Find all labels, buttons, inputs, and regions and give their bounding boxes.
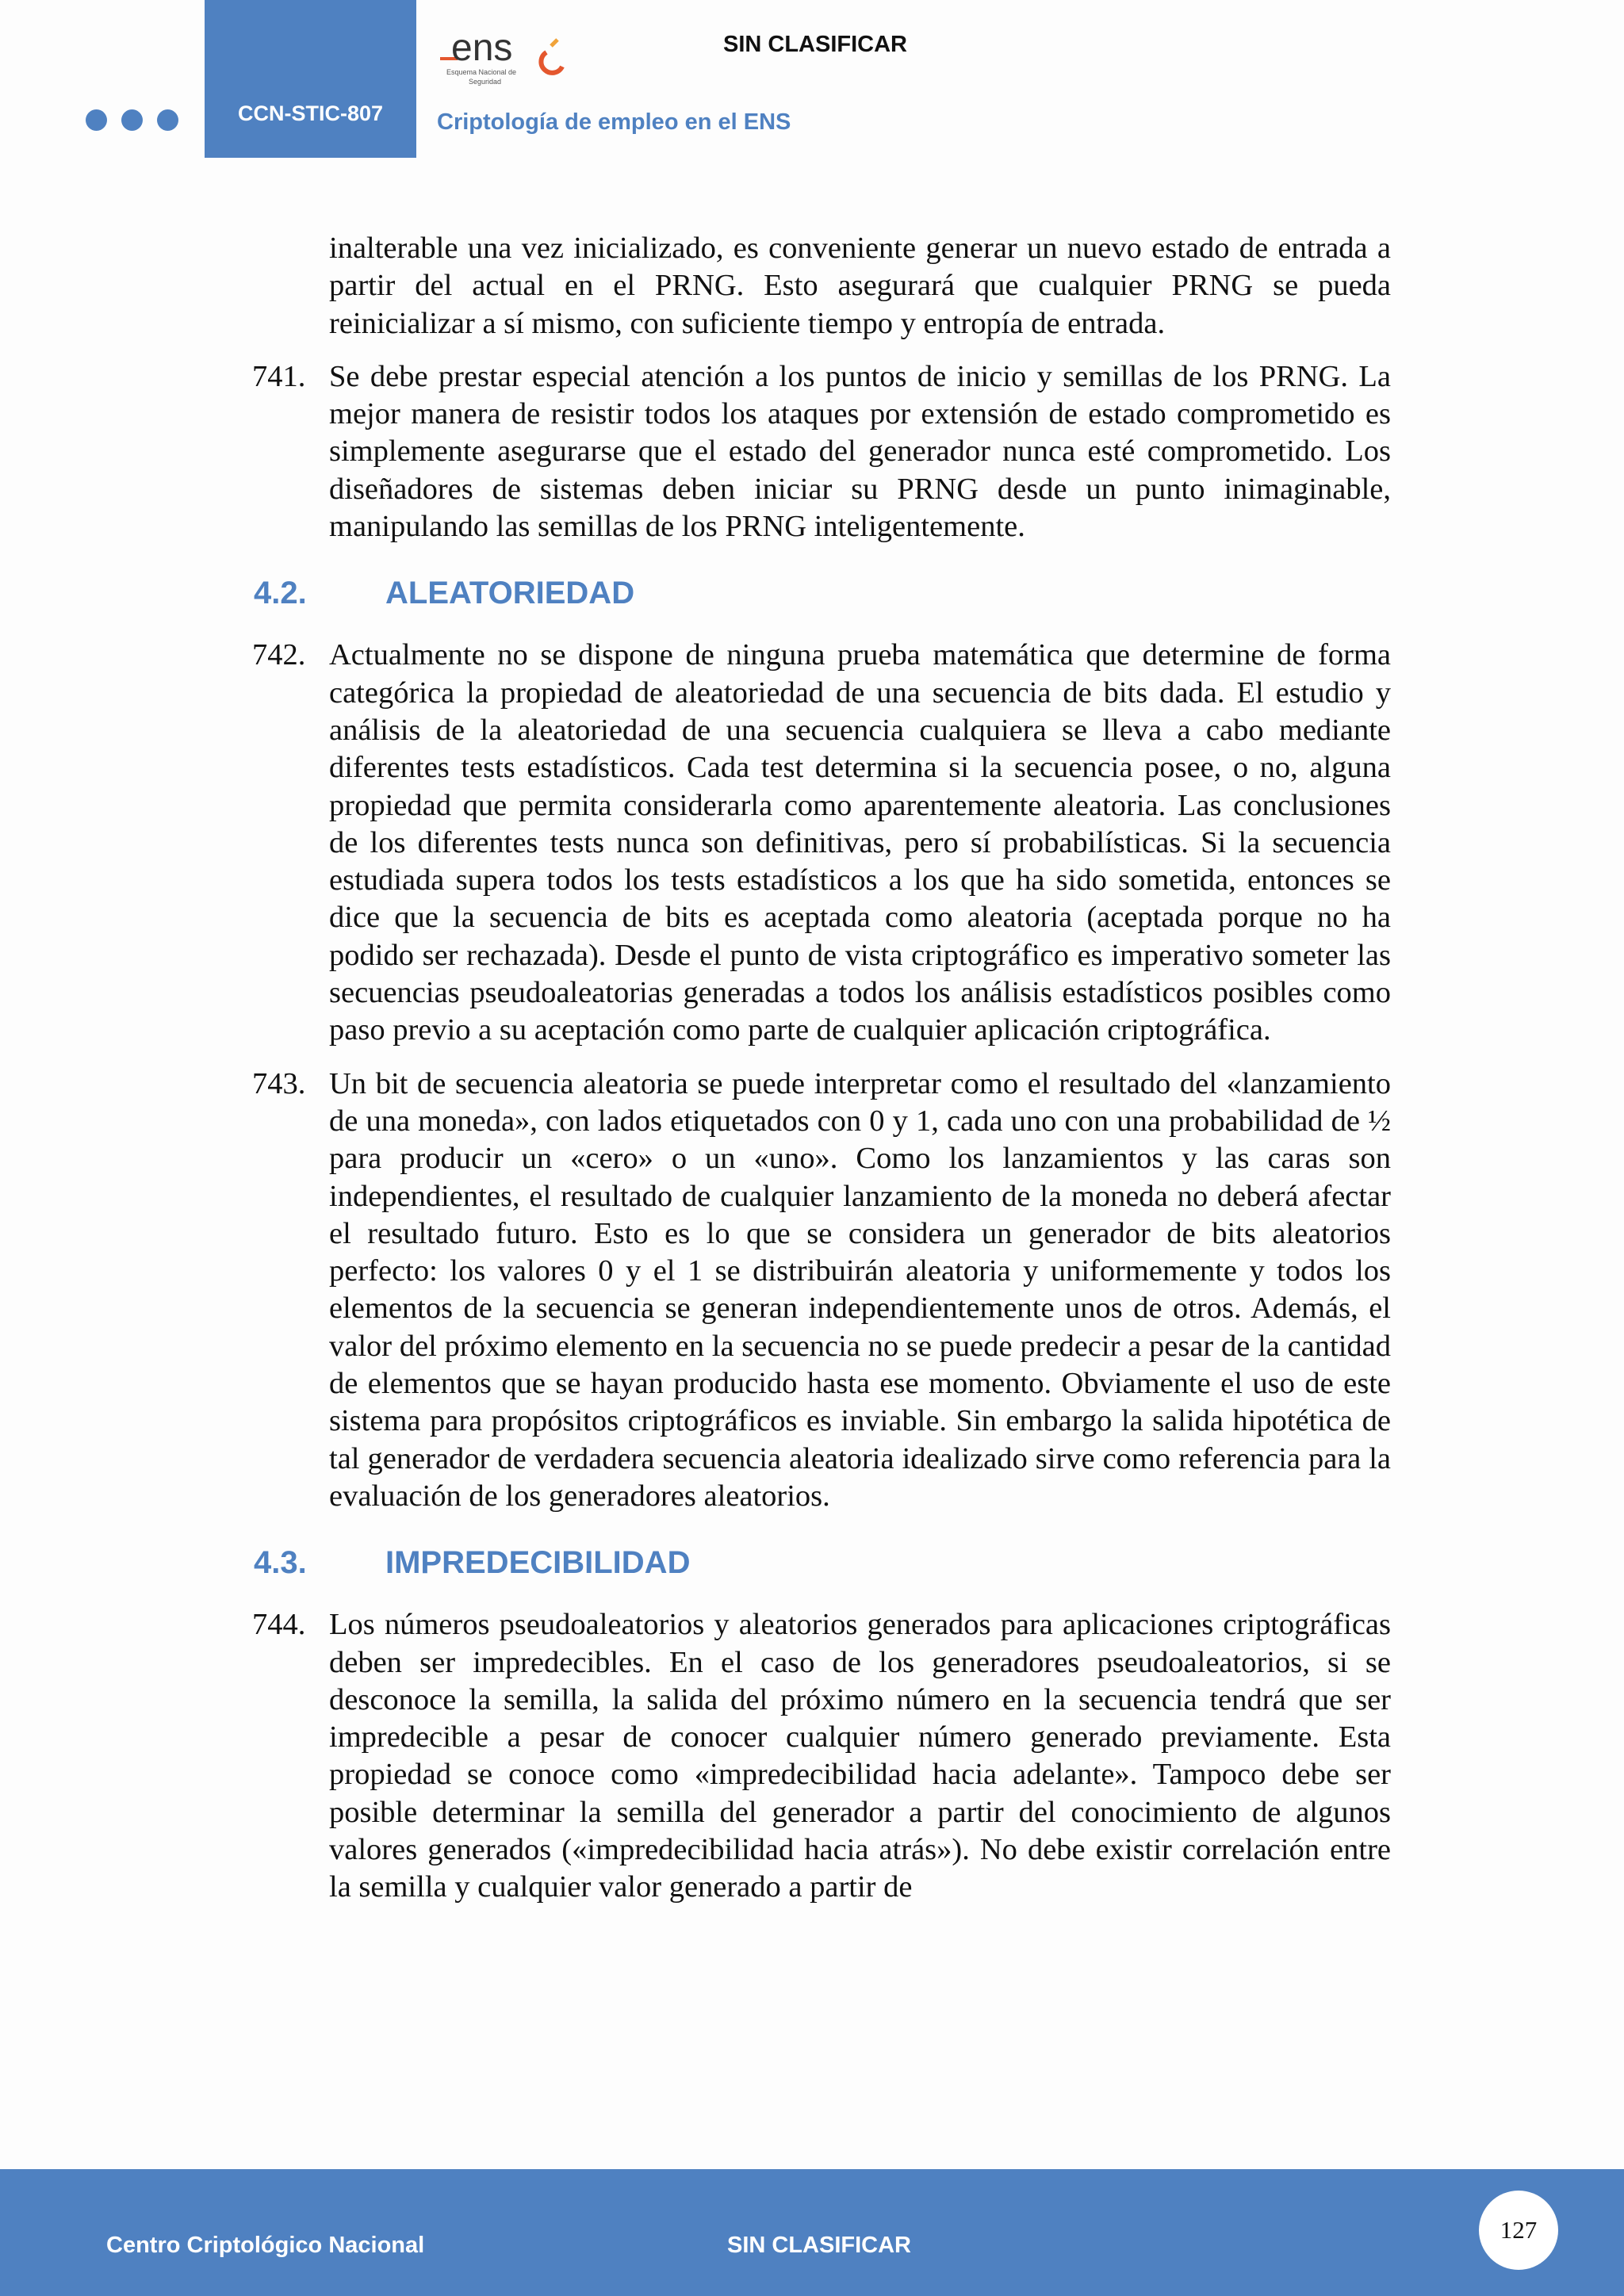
dot-3 (157, 109, 178, 131)
page-footer (0, 2169, 1624, 2296)
paragraph-continuation: inalterable una vez inicializado, es conveniente generar un nuevo estado de entrada a partir del actual en el PRNG. Esto asegurará que cualquier PRNG se pueda reinicializar a sí mismo, con suficiente tiempo y entropía de entrada. (329, 232, 1391, 340)
paragraph-741 (252, 358, 1391, 545)
paragraph-number: 744. (252, 1608, 306, 1642)
svg-text:Esquema Nacional de: Esquema Nacional de (446, 68, 517, 76)
paragraph-743 (252, 1066, 1391, 1516)
paragraph-text: Actualmente no se dispone de ninguna prueba matemática que determine de forma categórica la propiedad de aleatoriedad de una secuencia de bits dada. El estudio y análisis de la aleatoriedad de una secuencia cualquiera se lleva a cabo mediante diferentes tests estadísticos. Cada test determina si la secuencia posee, o no, alguna propiedad que permita considerarla como aparentemente aleatoria. Las conclusiones de los diferentes tests nunca son definitivas, pero sí probabilísticas. Si la secuencia estudiada supera todos los tests estadísticos a los que ha sido sometida, entonces se dice que la secuencia de bits es aceptada como aleatoria (aceptada porque no ha podido ser rechazada). Desde el punto de vista criptográfico es imperativo someter las secuencias pseudoaleatorias generadas a todos los análisis estadísticos posibles como paso previo a su aceptación como parte de cualquier aplicación criptográfica. (329, 638, 1391, 1047)
document-code: CCN-STIC-807 (205, 0, 416, 158)
section-number: 4.3. (254, 1545, 307, 1581)
page-content (252, 230, 1391, 1923)
section-heading-4-2 (254, 576, 1391, 611)
paragraph-number: 741. (252, 359, 306, 393)
header-dots (86, 109, 178, 131)
dot-1 (86, 109, 107, 131)
paragraph-742 (252, 637, 1391, 1049)
footer-classification: SIN CLASIFICAR (727, 2233, 911, 2258)
paragraph-text: Un bit de secuencia aleatoria se puede interpretar como el resultado del «lanzamiento de una moneda», con lados etiquetados con 0 y 1, cada uno con una probabilidad de ½ para producir un «cero» o un «uno». Como los lanzamientos y las caras son independientes, el resultado de cualquier lanzamiento de la moneda no deberá afectar el resultado futuro. Esto es lo que se considera un generador de bits aleatorios perfecto: los valores 0 y el 1 se distribuirán aleatoria y uniformemente y todos los elementos de la secuencia se generan independientemente unos de otros. Además, el valor del próximo elemento en la secuencia no se puede predecir a pesar de la cantidad de elementos que se hayan producido hasta ese momento. Obviamente el uso de este sistema para propósitos criptográficos es inviable. Sin embargo la salida hipotética de tal generador de verdadera secuencia aleatoria idealizado sirve como referencia para la evaluación de los generadores aleatorios. (329, 1066, 1391, 1513)
ens-logo (440, 29, 583, 92)
paragraph-744 (252, 1606, 1391, 1906)
section-number: 4.2. (254, 576, 307, 611)
paragraph-number: 743. (252, 1066, 306, 1100)
paragraph-text: Los números pseudoaleatorios y aleatorios generados para aplicaciones criptográficas deben ser impredecibles. En el caso de los generadores pseudoaleatorios, si se desconoce la semilla, la salida del próximo número en la secuencia tendrá que ser impredecible a pesar de conocer cualquier número generado previamente. Esta propiedad se conoce como «impredecibilidad hacia adelante». Tampoco debe ser posible determinar la semilla del generador a partir del conocimiento de algunos valores generados («impredecibilidad hacia atrás»). No debe existir correlación entre la semilla y cualquier valor generado a partir de (329, 1608, 1391, 1904)
paragraph-number: 742. (252, 638, 306, 672)
dot-2 (121, 109, 143, 131)
page-number: 127 (1479, 2191, 1558, 2270)
svg-text:ens: ens (451, 29, 513, 69)
section-title: ALEATORIEDAD (385, 576, 635, 611)
document-title: Criptología de empleo en el ENS (437, 109, 791, 135)
footer-organization: Centro Criptológico Nacional (106, 2233, 425, 2258)
section-title: IMPREDECIBILIDAD (385, 1545, 691, 1581)
paragraph-text: Se debe prestar especial atención a los puntos de inicio y semillas de los PRNG. La mejor manera de resistir todos los ataques por extensión de estado comprometido es simplemente asegurarse que el estado del generador nunca esté comprometido. Los diseñadores de sistemas deben iniciar su PRNG desde un punto inimaginable, manipulando las semillas de los PRNG inteligentemente. (329, 359, 1391, 544)
section-heading-4-3 (254, 1545, 1391, 1581)
classification-header: SIN CLASIFICAR (723, 32, 907, 57)
svg-text:Seguridad: Seguridad (469, 78, 502, 86)
